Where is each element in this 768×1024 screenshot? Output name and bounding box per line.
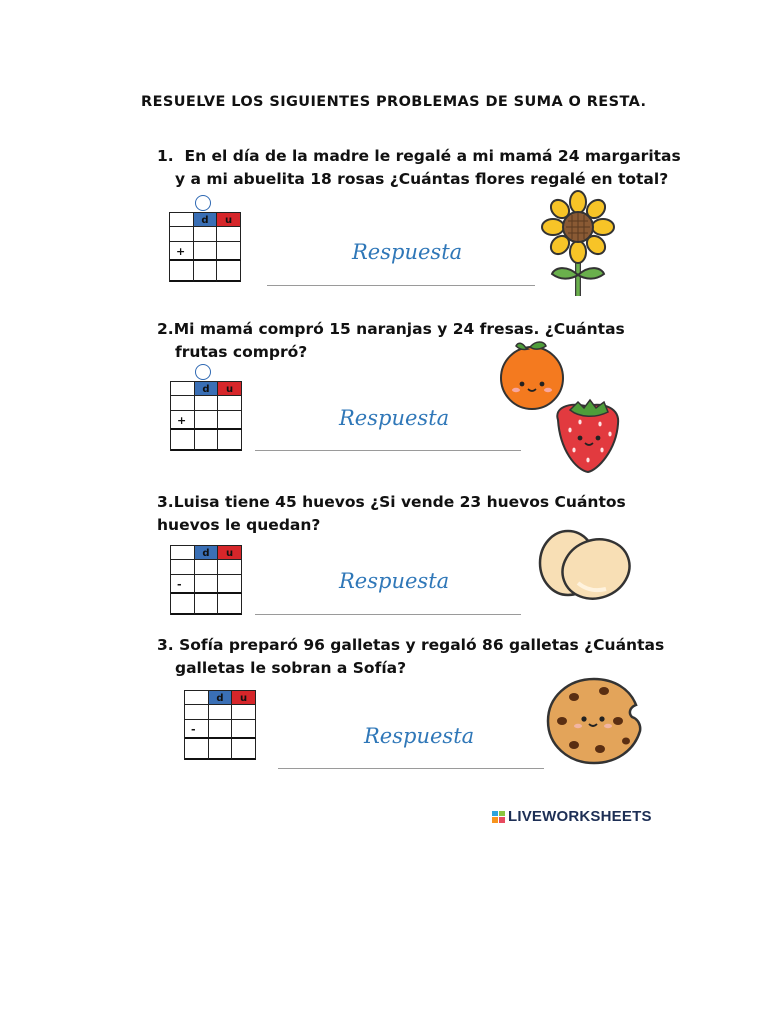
problem-2-text: 2.Mi mamá compró 15 naranjas y 24 fresas. ¿Cuántas frutas compró?: [157, 320, 625, 361]
grid-cell[interactable]: [217, 242, 241, 261]
worksheet-title: RESUELVE LOS SIGUIENTES PROBLEMAS DE SUMA O RESTA.: [141, 94, 647, 110]
tens-header: d: [195, 545, 218, 560]
result-cell[interactable]: [170, 261, 194, 282]
grid-cell[interactable]: [217, 227, 241, 242]
grid-cell[interactable]: [195, 411, 218, 430]
result-cell[interactable]: [171, 594, 195, 615]
result-cell[interactable]: [217, 261, 241, 282]
operator-cell: -: [171, 575, 195, 594]
units-header: u: [218, 381, 242, 396]
tens-header: d: [195, 381, 218, 396]
problem-3-grid: [170, 545, 242, 615]
result-cell[interactable]: [171, 430, 195, 451]
carry-circle[interactable]: [195, 364, 211, 380]
result-cell[interactable]: [218, 430, 242, 451]
grid-cell[interactable]: [185, 705, 209, 720]
answer-line[interactable]: [278, 768, 544, 769]
result-cell[interactable]: [209, 739, 232, 760]
problem-1-text: 1. En el día de la madre le regalé a mi mamá 24 margaritas y a mi abuelita 18 rosas ¿Cuántas flores regalé en total?: [157, 147, 681, 188]
grid-cell[interactable]: [171, 396, 195, 411]
answer-line[interactable]: [255, 614, 521, 615]
tens-header: d: [209, 690, 232, 705]
orange-strawberry-icon: [496, 338, 628, 476]
grid-cell[interactable]: [232, 720, 256, 739]
operator-cell: +: [170, 242, 194, 261]
grid-cell[interactable]: [218, 560, 242, 575]
carry-circle[interactable]: [195, 195, 211, 211]
grid-cell[interactable]: [218, 396, 242, 411]
problem-2-number: 2.: [157, 320, 174, 338]
grid-cell[interactable]: [194, 227, 217, 242]
units-header: u: [218, 545, 242, 560]
result-cell[interactable]: [195, 430, 218, 451]
result-cell[interactable]: [232, 739, 256, 760]
result-cell[interactable]: [185, 739, 209, 760]
grid-cell[interactable]: [171, 560, 195, 575]
sunflower-icon: [538, 190, 620, 298]
grid-cell[interactable]: [209, 720, 232, 739]
logo-mark-icon: [492, 811, 506, 823]
operator-cell: -: [185, 720, 209, 739]
problem-4-grid: [184, 690, 256, 760]
problem-1-grid: [169, 212, 241, 282]
result-cell[interactable]: [195, 594, 218, 615]
grid-corner-cell: [185, 690, 209, 705]
grid-corner-cell: [170, 212, 194, 227]
units-header: u: [232, 690, 256, 705]
answer-label: Respuesta: [364, 724, 475, 748]
grid-cell[interactable]: [195, 396, 218, 411]
answer-label: Respuesta: [339, 406, 450, 430]
answer-label: Respuesta: [352, 240, 463, 264]
problem-3-number: 3.: [157, 493, 174, 511]
answer-line[interactable]: [255, 450, 521, 451]
problem-2-grid: [170, 381, 242, 451]
grid-cell[interactable]: [218, 411, 242, 430]
tens-header: d: [194, 212, 217, 227]
grid-cell[interactable]: [195, 560, 218, 575]
liveworksheets-logo: LIVEWORKSHEETS: [492, 808, 652, 825]
grid-cell[interactable]: [194, 242, 217, 261]
eggs-icon: [534, 527, 634, 603]
units-header: u: [217, 212, 241, 227]
operator-cell: +: [171, 411, 195, 430]
answer-line[interactable]: [267, 285, 535, 286]
problem-3-text: 3.Luisa tiene 45 huevos ¿Si vende 23 huevos Cuántos huevos le quedan?: [157, 493, 626, 534]
grid-cell[interactable]: [209, 705, 232, 720]
grid-corner-cell: [171, 381, 195, 396]
answer-label: Respuesta: [339, 569, 450, 593]
grid-cell[interactable]: [170, 227, 194, 242]
result-cell[interactable]: [194, 261, 217, 282]
problem-1-number: 1.: [157, 147, 174, 165]
grid-cell[interactable]: [195, 575, 218, 594]
result-cell[interactable]: [218, 594, 242, 615]
grid-cell[interactable]: [232, 705, 256, 720]
cookie-icon: [544, 675, 644, 765]
problem-4-number: 3.: [157, 636, 174, 654]
grid-cell[interactable]: [218, 575, 242, 594]
grid-corner-cell: [171, 545, 195, 560]
problem-4-text: 3. Sofía preparó 96 galletas y regaló 86 galletas ¿Cuántas galletas le sobran a Sofía?: [157, 636, 665, 677]
